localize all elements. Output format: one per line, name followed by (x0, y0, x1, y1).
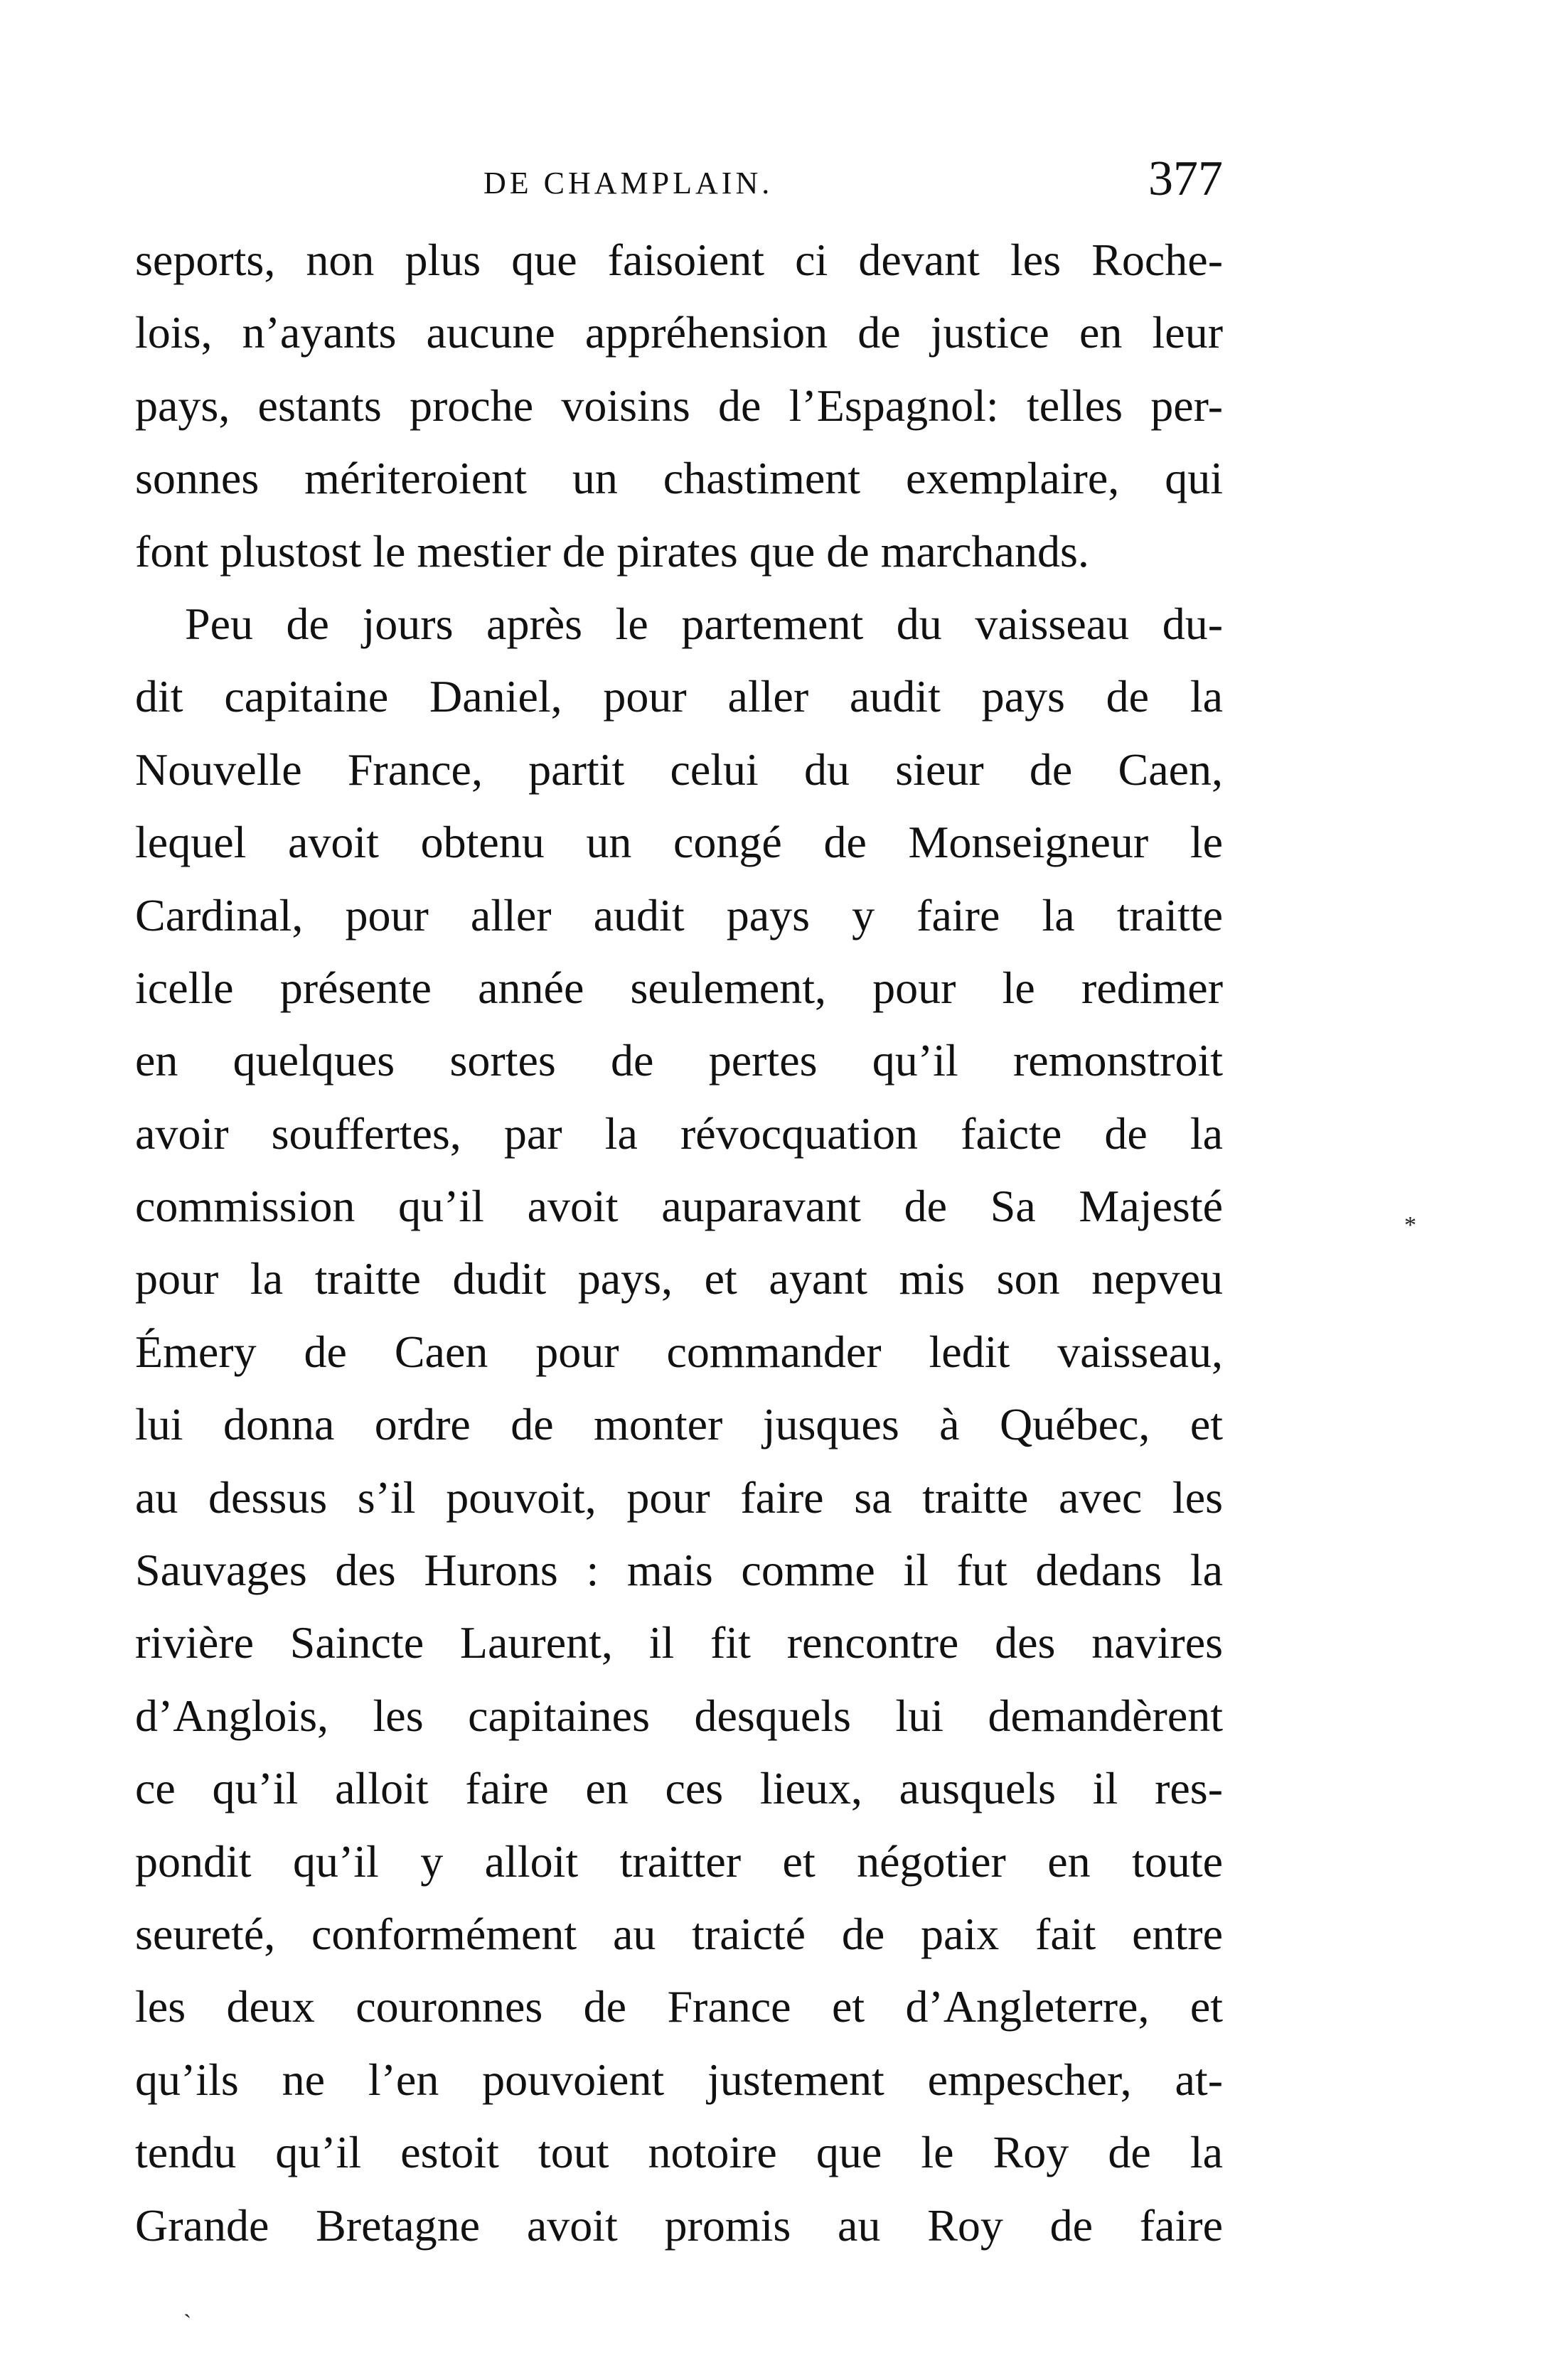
text-line: les deux couronnes de France et d’Angleterre, et (135, 1981, 1223, 2032)
text-line: lois, n’ayants aucune appréhension de justice en leur (135, 307, 1223, 358)
text-line: rivière Saincte Laurent, il fit rencontre des navires (135, 1617, 1223, 1668)
page-number: 377 (1148, 151, 1223, 206)
text-line: seports, non plus que faisoient ci devant les Roche- (135, 235, 1223, 285)
text-line: lui donna ordre de monter jusques à Québec, et (135, 1399, 1223, 1450)
running-title: DE CHAMPLAIN. (483, 166, 774, 200)
text-line: Nouvelle France, partit celui du sieur de Caen, (135, 744, 1223, 795)
text-line: lequel avoit obtenu un congé de Monseigneur le (135, 817, 1223, 868)
text-line: Cardinal, pour aller audit pays y faire la traitte (135, 889, 1223, 940)
text-line: font plustost le mestier de pirates que de marchands. (135, 525, 1089, 577)
text-line: sonnes mériteroient un chastiment exemplaire, qui (135, 453, 1223, 504)
text-line: Peu de jours après le partement du vaisseau du- (185, 598, 1223, 649)
body-text (135, 224, 1223, 2262)
text-line: icelle présente année seulement, pour le redimer (135, 962, 1223, 1013)
running-head (135, 151, 1223, 219)
text-line: d’Anglois, les capitaines desquels lui demandèrent (135, 1690, 1223, 1741)
text-line: Émery de Caen pour commander ledit vaisseau, (135, 1326, 1223, 1377)
text-line: pondit qu’il y alloit traitter et négotier en toute (135, 1835, 1223, 1887)
margin-mark: * (1404, 1212, 1416, 1238)
text-line: pays, estants proche voisins de l’Espagnol: telles per- (135, 380, 1223, 431)
text-line: dit capitaine Daniel, pour aller audit pays de la (135, 671, 1223, 722)
text-line: Grande Bretagne avoit promis au Roy de faire (135, 2199, 1223, 2251)
text-line: avoir souffertes, par la révocquation faicte de la (135, 1108, 1223, 1159)
text-line: Sauvages des Hurons : mais comme il fut dedans la (135, 1545, 1223, 1596)
text-line: commission qu’il avoit auparavant de Sa Majesté (135, 1181, 1223, 1232)
text-line: au dessus s’il pouvoit, pour faire sa traitte avec les (135, 1472, 1223, 1523)
margin-mark: ` (183, 2310, 192, 2337)
text-line: seureté, conformément au traicté de paix fait entre (135, 1908, 1223, 1959)
text-line: pour la traitte dudit pays, et ayant mis son nepveu (135, 1253, 1223, 1304)
text-line: ce qu’il alloit faire en ces lieux, ausquels il res- (135, 1763, 1223, 1814)
text-line: qu’ils ne l’en pouvoient justement empescher, at- (135, 2054, 1223, 2105)
text-line: en quelques sortes de pertes qu’il remonstroit (135, 1035, 1223, 1086)
text-line: tendu qu’il estoit tout notoire que le Roy de la (135, 2127, 1223, 2178)
